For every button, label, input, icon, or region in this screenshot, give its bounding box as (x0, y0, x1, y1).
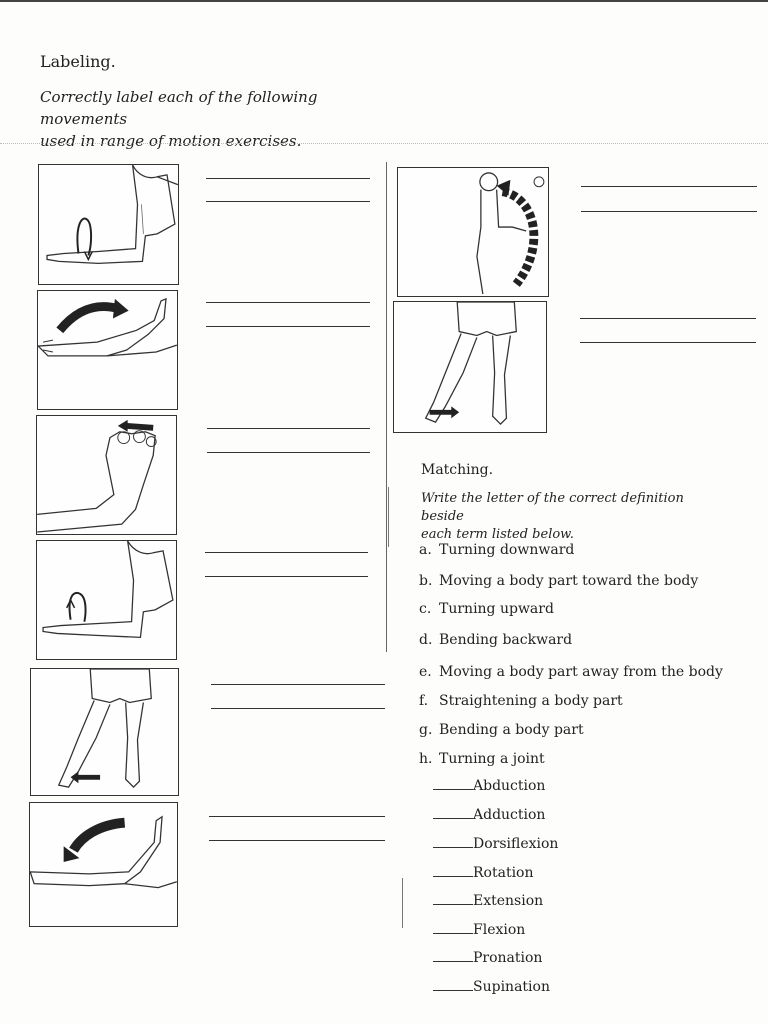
matching-instructions (421, 490, 721, 544)
definition-c (419, 601, 554, 617)
definition-text: Bending a body part (439, 722, 584, 738)
definition-text: Moving a body part away from the body (439, 664, 723, 680)
definition-a (419, 542, 574, 558)
definition-letter: a. (419, 542, 432, 558)
answer-line-6b[interactable] (209, 840, 385, 841)
section-dotted-rule (0, 143, 768, 144)
definition-e (419, 664, 723, 680)
term-row (433, 922, 525, 938)
definition-letter: h. (419, 751, 433, 767)
term-row (433, 778, 545, 794)
answer-line-5a[interactable] (211, 684, 385, 685)
answer-line-1b[interactable] (206, 201, 370, 202)
figure-8-leg-illustration (393, 301, 547, 433)
column-divider-mark-lower (402, 878, 403, 928)
definition-text: Turning downward (439, 542, 575, 558)
figure-4-pronation-illustration (36, 540, 177, 660)
definition-text: Turning upward (439, 601, 554, 617)
term-row (433, 950, 542, 966)
term-answer-blank[interactable] (433, 807, 473, 819)
answer-line-3a[interactable] (207, 428, 370, 429)
labeling-instruction-line-1: Correctly label each of the following movements (40, 88, 318, 128)
term-answer-blank[interactable] (433, 979, 473, 991)
term-row (433, 893, 543, 909)
definition-letter: e. (419, 664, 432, 680)
term-row (433, 865, 534, 881)
answer-line-7a[interactable] (581, 186, 757, 187)
figure-3-foot-illustration (36, 415, 177, 535)
column-divider (386, 162, 387, 652)
term-answer-blank[interactable] (433, 865, 473, 877)
matching-instruction-line-2: each term listed below. (421, 527, 574, 542)
definition-f (419, 693, 623, 709)
answer-line-4b[interactable] (205, 576, 368, 577)
figure-1-supination-illustration (38, 164, 179, 285)
definition-letter: c. (419, 601, 432, 617)
figure-5-leg-illustration (30, 668, 179, 796)
term-row (433, 979, 550, 995)
definition-letter: f. (419, 693, 429, 709)
figure-7-shoulder-illustration (397, 167, 549, 297)
answer-line-6a[interactable] (209, 816, 385, 817)
definition-text: Bending backward (439, 632, 573, 648)
answer-line-5b[interactable] (211, 708, 385, 709)
term-answer-blank[interactable] (433, 950, 473, 962)
top-rule (0, 0, 768, 2)
term-text: Adduction (473, 807, 546, 823)
matching-title: Matching. (421, 462, 494, 478)
labeling-instruction-line-2: used in range of motion exercises. (40, 132, 302, 150)
definition-letter: b. (419, 573, 433, 589)
labeling-title: Labeling. (40, 52, 116, 71)
definition-h (419, 751, 545, 767)
term-row (433, 836, 558, 852)
answer-line-7b[interactable] (581, 211, 757, 212)
answer-line-4a[interactable] (205, 552, 368, 553)
definition-d (419, 632, 572, 648)
answer-line-8b[interactable] (580, 342, 756, 343)
term-text: Rotation (473, 865, 534, 881)
column-divider-mark (388, 487, 389, 547)
definition-text: Moving a body part toward the body (439, 573, 699, 589)
term-answer-blank[interactable] (433, 893, 473, 905)
definition-b (419, 573, 698, 589)
term-text: Abduction (473, 778, 546, 794)
answer-line-1a[interactable] (206, 178, 370, 179)
matching-instruction-line-1: Write the letter of the correct definition beside (421, 491, 684, 524)
term-text: Extension (473, 893, 544, 909)
term-answer-blank[interactable] (433, 778, 473, 790)
term-row (433, 807, 545, 823)
definition-text: Turning a joint (439, 751, 545, 767)
term-text: Flexion (473, 922, 526, 938)
answer-line-3b[interactable] (207, 452, 370, 453)
answer-line-2a[interactable] (206, 302, 370, 303)
term-text: Dorsiflexion (473, 836, 559, 852)
definition-letter: g. (419, 722, 433, 738)
term-text: Pronation (473, 950, 543, 966)
term-answer-blank[interactable] (433, 922, 473, 934)
term-answer-blank[interactable] (433, 836, 473, 848)
figure-6-arm-illustration (29, 802, 178, 927)
answer-line-2b[interactable] (206, 326, 370, 327)
definition-g (419, 722, 584, 738)
answer-line-8a[interactable] (580, 318, 756, 319)
definition-text: Straightening a body part (439, 693, 623, 709)
figure-2-wrist-illustration (37, 290, 178, 410)
term-text: Supination (473, 979, 550, 995)
definition-letter: d. (419, 632, 433, 648)
